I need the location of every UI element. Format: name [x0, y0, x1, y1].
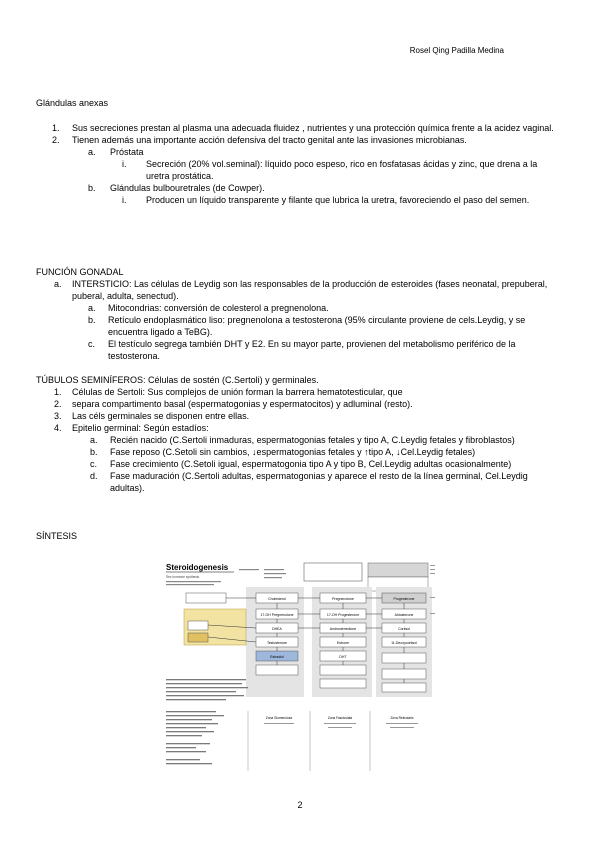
- mitocondrias-text: Mitocondrias: conversión de colesterol a pregnenolona.: [108, 303, 329, 313]
- bulbouretrales-label: Glándulas bulbouretrales (de Cowper).: [110, 183, 265, 193]
- list-item: Epitelio germinal: Según estadíos:: [72, 423, 209, 433]
- box-label: Testosterone: [266, 641, 288, 645]
- reticulo-text-line2: encuentra ligado a TeBG).: [108, 327, 213, 337]
- glandulas-heading: Glándulas anexas: [36, 98, 109, 108]
- reticulo-text-line1: Retículo endoplasmático liso: pregnenolona a testosterona (95% circulante proviene de cels.Leydig, y se: [108, 315, 526, 325]
- stage-text: Recién nacido (C.Sertoli inmaduras, espermatogonias fetales y tipo A, C.Leydig fetales y fibroblastos): [110, 435, 515, 445]
- box-label: 17-OH Pregnenolone: [260, 613, 294, 617]
- author-header: Rosel Qing Padilla Medina: [409, 46, 504, 55]
- list-item: Células de Sertoli: Sus complejos de unión forman la barrera hematotesticular, que: [72, 387, 403, 397]
- testiculo-text-line1: El testículo segrega también DHT y E2. En su mayor parte, provienen del metabolismo periférico de la: [108, 339, 516, 349]
- figure-subtitle: Sex hormone synthesis: [166, 575, 200, 579]
- prostata-label: Próstata: [110, 147, 144, 157]
- list-letter: d.: [90, 471, 98, 481]
- list-number: 1.: [54, 387, 62, 397]
- prostata-text-line2: uretra prostática.: [146, 171, 214, 181]
- list-item: Sus secreciones prestan al plasma una adecuada fluidez , nutrientes y una protección química frente a la acidez vaginal.: [72, 123, 554, 133]
- funcion-heading: FUNCIÓN GONADAL: [36, 267, 124, 277]
- stage-text-line1: Fase maduración (C.Sertoli adultas, espermatogonias y aparece el resto de la línea germinal, Cel.Leydig: [110, 471, 528, 481]
- figure-description: [166, 679, 248, 764]
- box-label: Cortisol: [398, 627, 410, 631]
- box-label: Progesterone: [393, 597, 415, 601]
- box-label: Estradiol: [270, 655, 284, 659]
- testiculo-text-line2: testosterona.: [108, 351, 161, 361]
- list-roman: i.: [122, 195, 127, 205]
- list-letter: a.: [88, 147, 96, 157]
- box-label: 11-Deoxycortisol: [391, 641, 417, 645]
- sintesis-heading: SÍNTESIS: [36, 531, 78, 541]
- list-number: 1.: [52, 123, 60, 133]
- zone-label: Zona Reticularis: [390, 716, 414, 720]
- list-roman: i.: [122, 159, 127, 169]
- list-letter: a.: [90, 435, 98, 445]
- figure-title: Steroidogenesis: [166, 563, 229, 572]
- page-number: 2: [297, 800, 303, 810]
- steroidogenesis-diagram: [164, 561, 436, 793]
- list-number: 2.: [54, 399, 62, 409]
- list-item: Las céls germinales se disponen entre ellas.: [72, 411, 250, 421]
- box-label: Cholesterol: [268, 597, 286, 601]
- bulbouretrales-text: Producen un líquido transparente y filante que lubrica la uretra, favoreciendo el paso del semen.: [146, 195, 530, 205]
- steroidogenesis-figure: [164, 561, 436, 793]
- box-label: DHT: [339, 655, 347, 659]
- list-letter: a.: [54, 279, 62, 289]
- list-letter: c.: [90, 459, 98, 469]
- prostata-text-line1: Secreción (20% vol.seminal): líquido poco espeso, rico en fosfatasas ácidas y zinc, que drena a la: [146, 159, 538, 169]
- box-label: Estrone: [336, 641, 350, 645]
- box-label: DHEA: [272, 627, 282, 631]
- stage-text: Fase reposo (C.Setoli sin cambios, ↓espermatogonias fetales y ↑tipo A, ↓Cel.Leydig fetales): [110, 447, 476, 457]
- list-number: 2.: [52, 135, 60, 145]
- stage-text-line2: adultas).: [110, 483, 145, 493]
- intersticio-line2: puberal, adulta, senectud).: [72, 291, 179, 301]
- box-label: 17-OH Progesterone: [326, 613, 360, 617]
- list-item: separa compartimento basal (espermatogonias y espermatocitos) y adluminal (resto).: [72, 399, 413, 409]
- list-number: 3.: [54, 411, 62, 421]
- list-letter: b.: [88, 315, 96, 325]
- box-label: Androstenedione: [329, 627, 357, 631]
- intersticio-line1: INTERSTICIO: Las células de Leydig son las responsables de la producción de esteroides (fases neonatal, prepuberal,: [72, 279, 548, 289]
- stage-text: Fase crecimiento (C.Setoli igual, espermatogonia tipo A y tipo B, Cel.Leydig adultas ocasionalmente): [110, 459, 512, 469]
- zone-label: Zona Fasciculata: [327, 716, 353, 720]
- list-letter: a.: [88, 303, 96, 313]
- box-label: Aldosterone: [394, 613, 414, 617]
- list-item: Tienen además una importante acción defensiva del tracto genital ante las invasiones microbianas.: [72, 135, 467, 145]
- list-number: 4.: [54, 423, 62, 433]
- box-label: Pregnenolone: [332, 597, 354, 601]
- list-letter: c.: [88, 339, 96, 349]
- tubulos-heading: TÚBULOS SEMINÍFEROS: Células de sostén (C.Sertoli) y germinales.: [36, 375, 319, 385]
- zone-label: Zona Glomerulosa: [265, 716, 293, 720]
- list-letter: b.: [88, 183, 96, 193]
- list-letter: b.: [90, 447, 98, 457]
